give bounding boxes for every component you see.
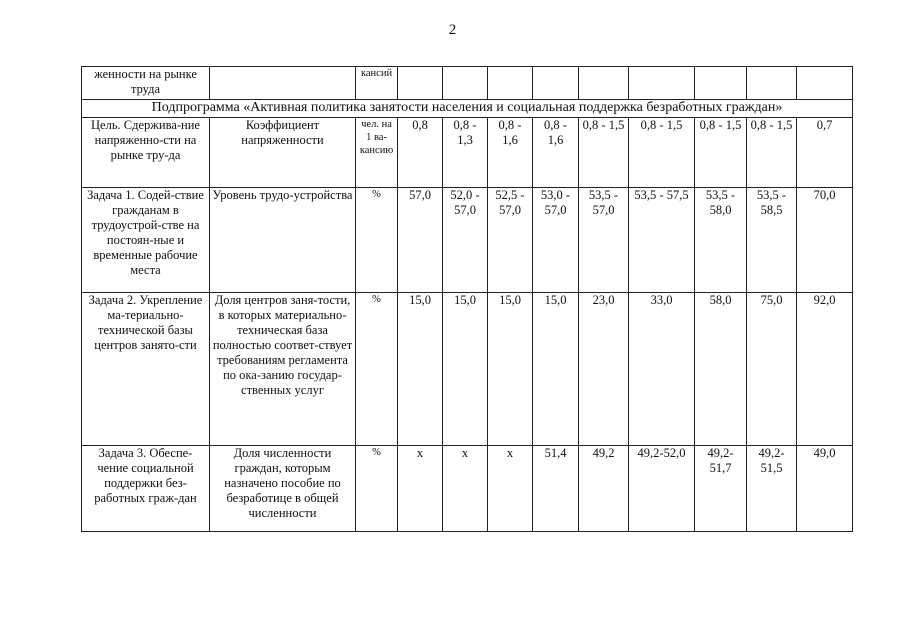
- table-row: [82, 446, 853, 532]
- table-row: [82, 188, 853, 293]
- value-cell: 0,8 - 1,5: [629, 118, 695, 188]
- value-cell: 15,0: [398, 293, 443, 446]
- value-cell: 53,0 - 57,0: [533, 188, 579, 293]
- subprogram-row: [82, 100, 853, 118]
- value-cell: 52,5 - 57,0: [488, 188, 533, 293]
- value-cell: 92,0: [797, 293, 853, 446]
- value-cell: [695, 67, 747, 100]
- value-cell: 58,0: [695, 293, 747, 446]
- value-cell: 53,5 - 57,0: [579, 188, 629, 293]
- value-cell: [533, 67, 579, 100]
- value-cell: 0,8 - 1,3: [443, 118, 488, 188]
- value-cell: [398, 67, 443, 100]
- value-cell: 52,0 - 57,0: [443, 188, 488, 293]
- table-body: [82, 67, 853, 532]
- value-cell: 23,0: [579, 293, 629, 446]
- value-cell: [443, 67, 488, 100]
- subprogram-title: Подпрограмма «Активная политика занятости населения и социальная поддержка безработных граждан»: [82, 100, 853, 118]
- table-row: [82, 67, 853, 100]
- value-cell: 15,0: [443, 293, 488, 446]
- indicator-cell: Доля центров заня-тости, в которых материально-техническая база полностью соответ-ствует требованиям регламента по ока-занию государ-ственных услуг: [210, 293, 356, 446]
- goal-cell: Задача 2. Укрепление ма-териально-технической базы центров занято-сти: [82, 293, 210, 446]
- value-cell: 57,0: [398, 188, 443, 293]
- table-row: [82, 118, 853, 188]
- value-cell: 15,0: [533, 293, 579, 446]
- value-cell: [747, 67, 797, 100]
- goal-cell: Задача 1. Содей-ствие гражданам в трудоустрой-стве на постоян-ные и временные рабочие места: [82, 188, 210, 293]
- unit-cell: %: [356, 188, 398, 293]
- goal-cell: женности на рынке труда: [82, 67, 210, 100]
- value-cell: 51,4: [533, 446, 579, 532]
- value-cell: 49,2-52,0: [629, 446, 695, 532]
- table-row: [82, 293, 853, 446]
- page-number: 2: [448, 22, 457, 38]
- indicator-cell: [210, 67, 356, 100]
- indicators-table: [81, 66, 853, 532]
- value-cell: 75,0: [747, 293, 797, 446]
- value-cell: 0,8 - 1,6: [533, 118, 579, 188]
- value-cell: 0,8 - 1,5: [579, 118, 629, 188]
- unit-cell: %: [356, 446, 398, 532]
- unit-cell: чел. на 1 ва-кансию: [356, 118, 398, 188]
- value-cell: 0,7: [797, 118, 853, 188]
- value-cell: 15,0: [488, 293, 533, 446]
- value-cell: 0,8 - 1,6: [488, 118, 533, 188]
- value-cell: 0,8 - 1,5: [695, 118, 747, 188]
- goal-cell: Задача 3. Обеспе-чение социальной поддержки без-работных граж-дан: [82, 446, 210, 532]
- indicator-cell: Доля численности граждан, которым назначено пособие по безработице в общей численности: [210, 446, 356, 532]
- value-cell: х: [488, 446, 533, 532]
- indicator-cell: Коэффициент напряженности: [210, 118, 356, 188]
- value-cell: 0,8 - 1,5: [747, 118, 797, 188]
- unit-cell: кансий: [356, 67, 398, 100]
- value-cell: 33,0: [629, 293, 695, 446]
- value-cell: 53,5 - 58,5: [747, 188, 797, 293]
- value-cell: [629, 67, 695, 100]
- value-cell: [579, 67, 629, 100]
- value-cell: 49,2-51,7: [695, 446, 747, 532]
- value-cell: [797, 67, 853, 100]
- value-cell: 53,5 - 57,5: [629, 188, 695, 293]
- indicator-cell: Уровень трудо-устройства: [210, 188, 356, 293]
- value-cell: 0,8: [398, 118, 443, 188]
- value-cell: х: [443, 446, 488, 532]
- value-cell: 53,5 - 58,0: [695, 188, 747, 293]
- unit-cell: %: [356, 293, 398, 446]
- value-cell: 49,2: [579, 446, 629, 532]
- value-cell: 49,0: [797, 446, 853, 532]
- value-cell: х: [398, 446, 443, 532]
- value-cell: 70,0: [797, 188, 853, 293]
- goal-cell: Цель. Сдержива-ние напряженно-сти на рынке тру-да: [82, 118, 210, 188]
- value-cell: 49,2-51,5: [747, 446, 797, 532]
- value-cell: [488, 67, 533, 100]
